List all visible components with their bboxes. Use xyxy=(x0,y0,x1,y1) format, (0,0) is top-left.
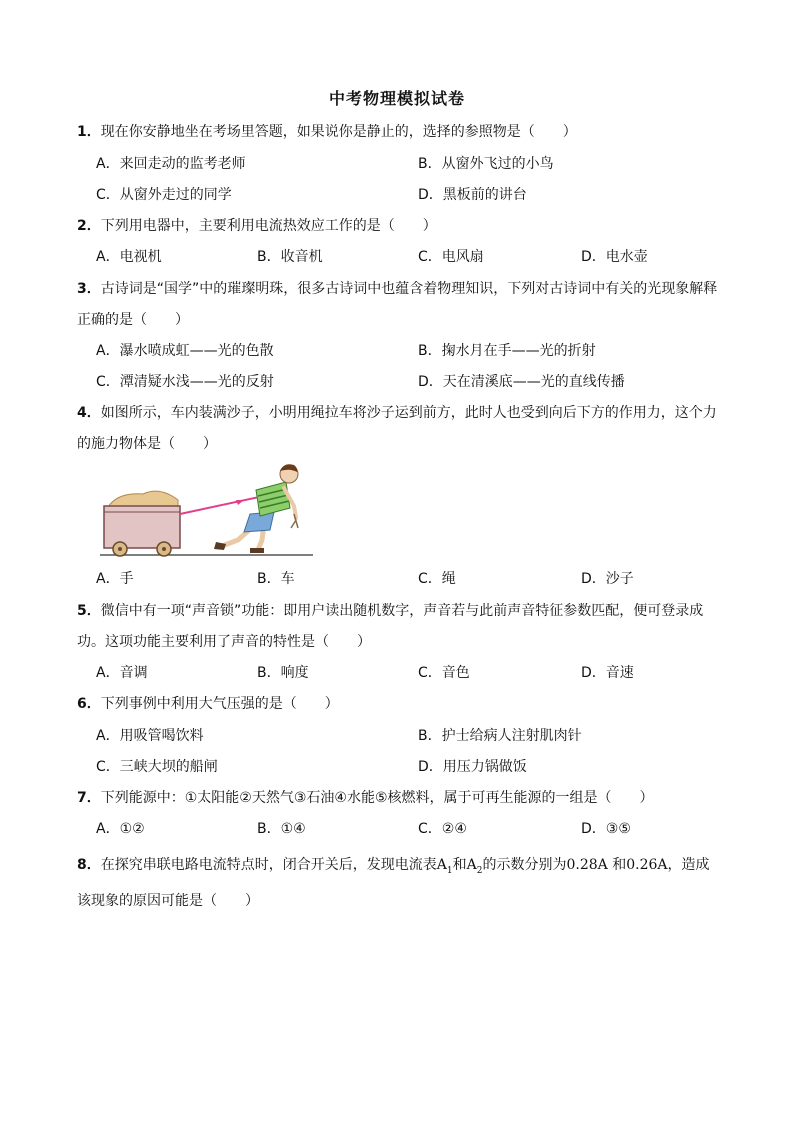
ammeter-a2 xyxy=(466,857,483,876)
ammeter-letter: A xyxy=(466,857,477,873)
question-number: 7． xyxy=(77,790,101,806)
question-8-continued: 该现象的原因可能是（ ） xyxy=(77,893,259,909)
question-text: 微信中有一项“声音锁”功能：即用户读出随机数字，声音若与此前声音特征参数匹配，便可登录成 xyxy=(100,603,704,619)
question-3 xyxy=(77,279,717,299)
question-text: 的示数分别为 xyxy=(482,857,567,873)
question-text: 现在你安静地坐在考场里答题，如果说你是静止的，选择的参照物是（ ） xyxy=(100,124,577,140)
question-text: ，造成 xyxy=(667,857,710,873)
q4-option-c: C．绳 xyxy=(418,571,456,587)
q1-option-b: B．从窗外飞过的小鸟 xyxy=(418,156,554,172)
q2-option-b: B．收音机 xyxy=(257,249,323,265)
q3-option-d: D．天在清溪底——光的直线传播 xyxy=(418,374,625,390)
q6-option-c: C．三峡大坝的船闸 xyxy=(96,759,218,775)
q2-option-d: D．电水壶 xyxy=(581,249,648,265)
question-number: 8． xyxy=(77,857,101,873)
boy-shorts xyxy=(244,512,274,532)
question-number: 5． xyxy=(77,603,101,619)
question-5 xyxy=(77,601,703,621)
question-number: 2． xyxy=(77,218,101,234)
current-value-2: 0.26A xyxy=(626,857,668,873)
boy-front-shoe xyxy=(250,548,264,553)
q3-option-b: B．掬水月在手——光的折射 xyxy=(418,343,596,359)
q6-option-a: A．用吸管喝饮料 xyxy=(96,728,204,744)
ammeter-subscript: 1 xyxy=(446,865,453,876)
question-4-continued: 的施力物体是（ ） xyxy=(77,436,217,452)
current-value-1: 0.28A xyxy=(566,857,608,873)
q7-option-b: B．①④ xyxy=(257,821,306,837)
q6-option-b: B．护士给病人注射肌肉针 xyxy=(418,728,582,744)
question-number: 4． xyxy=(77,405,101,421)
conjunction: 和 xyxy=(452,857,467,873)
question-text: 古诗词是“国学”中的璀璨明珠，很多古诗词中也蕴含着物理知识，下列对古诗词中有关的光现象解释 xyxy=(100,281,718,297)
q5-option-a: A．音调 xyxy=(96,665,148,681)
question-8 xyxy=(77,855,710,881)
question-6 xyxy=(77,694,339,714)
q5-option-c: C．音色 xyxy=(418,665,470,681)
q6-option-d: D．用压力锅做饭 xyxy=(418,759,527,775)
q4-option-a: A．手 xyxy=(96,571,134,587)
cart-pulling-figure xyxy=(98,462,318,562)
question-text: 下列事例中利用大气压强的是（ ） xyxy=(100,696,339,712)
question-number: 3． xyxy=(77,281,101,297)
q2-option-c: C．电风扇 xyxy=(418,249,484,265)
question-7 xyxy=(77,788,654,808)
q7-option-a: A．①② xyxy=(96,821,145,837)
conjunction: 和 xyxy=(607,857,627,873)
q1-option-c: C．从窗外走过的同学 xyxy=(96,187,232,203)
q4-option-d: D．沙子 xyxy=(581,571,634,587)
q5-option-d: D．音速 xyxy=(581,665,634,681)
question-number: 1． xyxy=(77,124,101,140)
rope-arrow xyxy=(236,500,244,505)
question-1 xyxy=(77,122,577,142)
q7-option-c: C．②④ xyxy=(418,821,467,837)
question-4 xyxy=(77,403,717,423)
question-text: 下列能源中：①太阳能②天然气③石油④水能⑤核燃料，属于可再生能源的一组是（ ） xyxy=(100,790,654,806)
q4-option-b: B．车 xyxy=(257,571,295,587)
question-5-continued: 功。这项功能主要利用了声音的特性是（ ） xyxy=(77,634,371,650)
q5-option-b: B．响度 xyxy=(257,665,309,681)
question-text: 如图所示，车内装满沙子，小明用绳拉车将沙子运到前方，此时人也受到向后下方的作用力，这个力 xyxy=(100,405,717,421)
ammeter-subscript: 2 xyxy=(476,865,483,876)
question-text: 在探究串联电路电流特点时，闭合开关后，发现电流表 xyxy=(100,857,437,873)
q3-option-c: C．潭清疑水浅——光的反射 xyxy=(96,374,274,390)
q7-option-d: D．③⑤ xyxy=(581,821,631,837)
q3-option-a: A．瀑水喷成虹——光的色散 xyxy=(96,343,274,359)
question-number: 6． xyxy=(77,696,101,712)
sand-heap xyxy=(108,491,178,507)
question-text: 下列用电器中，主要利用电流热效应工作的是（ ） xyxy=(100,218,437,234)
question-2 xyxy=(77,216,437,236)
ammeter-letter: A xyxy=(436,857,447,873)
ammeter-a1 xyxy=(436,857,453,876)
question-3-continued: 正确的是（ ） xyxy=(77,312,189,328)
q1-option-d: D．黑板前的讲台 xyxy=(418,187,527,203)
q1-option-a: A．来回走动的监考老师 xyxy=(96,156,246,172)
page-title: 中考物理模拟试卷 xyxy=(328,89,465,108)
q2-option-a: A．电视机 xyxy=(96,249,162,265)
